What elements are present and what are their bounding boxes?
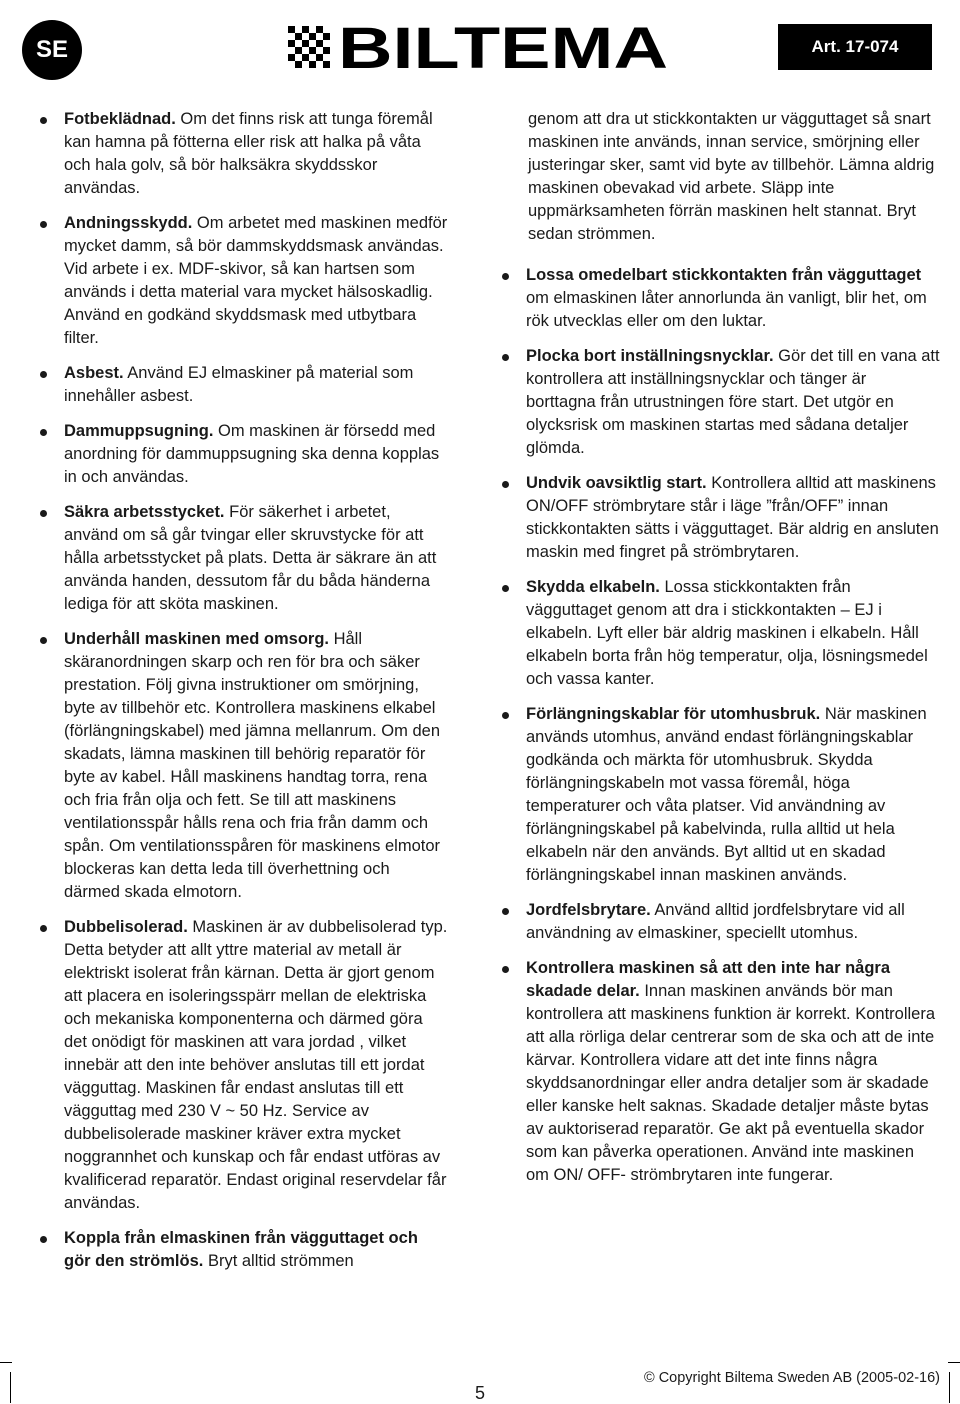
bullet-item bbox=[38, 628, 448, 904]
bullet-item bbox=[500, 576, 940, 691]
bullet-item bbox=[500, 899, 940, 945]
right-bullet-list bbox=[500, 264, 940, 1187]
bullet-item bbox=[38, 362, 448, 408]
bullet-title: Dammuppsugning. bbox=[64, 422, 214, 440]
bullet-text: Maskinen är av dubbelisolerad typ. Detta betyder att allt yttre material av metall är elektriskt isolerat från kärnan. Detta är gjort genom att placera en isoleringsspärr mellan de elektriska och mekaniska komponenterna och därmed göra det onödigt för maskinen att vara jordad , vilket innebär att den inte behöver anslutas till ett jordat vägguttag. Maskinen får endast anslutas till ett vägguttag med 230 V ~ 50 Hz. Service av dubbelisolerade maskiner kräver extra mycket noggrannhet och kunskap och får endast utföras av kvalificerad reparatör. Endast original reservdelar får användas. bbox=[64, 918, 448, 1212]
language-badge: SE bbox=[22, 20, 82, 80]
right-intro-text: genom att dra ut stickkontakten ur vägguttaget så snart maskinen inte används, innan service, smörjning eller justeringar sker, samt vid byte av tillbehör. Lämna aldrig maskinen obevakad vid arbete. Släpp inte uppmärksamheten förrän maskinen helt stannat. Bryt sedan strömmen. bbox=[528, 110, 935, 243]
bullet-text: När maskinen används utomhus, använd endast förlängningskablar godkända och märkta för utomhusbruk. Skydda förlängningskabeln mot vassa föremål, höga temperaturer och våta platser. Vid användning av förlängningskabel på kabelvinda, rulla alltid ut hela elkabeln när den används. Byt alltid ut en skadad förlängningskabel innan maskinen används. bbox=[526, 705, 927, 884]
bullet-item bbox=[500, 264, 940, 333]
crop-mark bbox=[949, 1372, 950, 1403]
bullet-text: Innan maskinen används bör man kontrollera att maskinens funktion är korrekt. Kontrollera att alla rörliga delar centrerar som de ska och att de inte kärvar. Kontrollera vidare att det inte finns några skyddsanordningar eller andra detaljer som är skadade eller kanske helt saknas. Skadade detaljer måste bytas av auktoriserad reparatör. Ge akt på eventuella skador som kan påverka operationen. Använd inte maskinen om ON/ OFF- strömbrytaren inte fungerar. bbox=[526, 982, 936, 1184]
bullet-text: om elmaskinen låter annorlunda än vanligt, blir het, om rök utvecklas eller om den luktar. bbox=[526, 289, 927, 330]
bullet-text: Håll skäranordningen skarp och ren för bra och säker prestation. Följ givna instruktioner om smörjning, byte av tillbehör etc. Kontrollera maskinens elkabel (förlängningskabel) med jämna mellanrum. Om den skadats, lämna maskinen till behörig reparatör för byte av kabel. Håll maskinens handtag torra, rena och fria från olja och fett. Se till att maskinens ventilationsspår hålls rena och fria från damm och spån. Om ventilationsspåren för maskinens elmotor blockeras kan detta leda till överhettning och därmed skada elmotorn. bbox=[64, 630, 441, 901]
bullet-title: Koppla från elmaskinen från vägguttaget och gör den strömlös. bbox=[64, 1229, 418, 1270]
left-column bbox=[38, 108, 448, 1285]
crop-mark bbox=[948, 1362, 960, 1363]
bullet-text: Kontrollera alltid att maskinens ON/OFF strömbrytare står i läge ”från/OFF” innan stickkontakten sätts i vägguttaget. Bär aldrig en ansluten maskin med fingret på strömbrytaren. bbox=[526, 474, 939, 561]
bullet-title: Kontrollera maskinen så att den inte har några skadade delar. bbox=[526, 959, 891, 1000]
bullet-title: Dubbelisolerad. bbox=[64, 918, 188, 936]
bullet-text: Gör det till en vana att kontrollera att inställningsnycklar och tänger är borttagna från utrustningen före start. Det utgör en olycksrisk om maskinen startas med sådana detaljer glömda. bbox=[526, 347, 940, 457]
article-number: Art. 17-074 bbox=[778, 24, 932, 70]
brand-wordmark: BILTEMA bbox=[338, 20, 668, 72]
bullet-text: Använd EJ elmaskiner på material som innehåller asbest. bbox=[64, 364, 414, 405]
bullet-item bbox=[38, 1227, 448, 1273]
bullet-text: Om arbetet med maskinen medför mycket damm, så bör dammskyddsmask användas. Vid arbete i ex. MDF-skivor, så kan hartsen som används i detta material vara mycket hälsoskadlig. Använd en godkänd skyddsmask med utbytbara filter. bbox=[64, 214, 448, 347]
bullet-text: Om det finns risk att tunga föremål kan hamna på fötterna eller risk att halka på våta och hala golv, så bör halksäkra skyddsskor användas. bbox=[64, 110, 433, 197]
bullet-title: Andningsskydd. bbox=[64, 214, 193, 232]
bullet-title: Asbest. bbox=[64, 364, 124, 382]
page-number: 5 bbox=[474, 1383, 485, 1403]
page-header bbox=[0, 0, 960, 96]
bullet-text: Om maskinen är försedd med anordning för dammuppsugning ska denna kopplas in och användas. bbox=[64, 422, 440, 486]
bullet-title: Jordfelsbrytare. bbox=[526, 901, 651, 919]
bullet-item bbox=[38, 212, 448, 350]
bullet-text: Bryt alltid strömmen bbox=[203, 1252, 354, 1270]
bullet-item bbox=[38, 916, 448, 1215]
bullet-item bbox=[500, 345, 940, 460]
bullet-title: Lossa omedelbart stickkontakten från vägguttaget bbox=[526, 266, 922, 284]
bullet-title: Säkra arbetsstycket. bbox=[64, 503, 225, 521]
bullet-title: Fotbeklädnad. bbox=[64, 110, 176, 128]
bullet-text: Använd alltid jordfelsbrytare vid all användning av elmaskiner, speciellt utomhus. bbox=[526, 901, 905, 942]
bullet-item bbox=[500, 703, 940, 887]
bullet-item bbox=[38, 501, 448, 616]
bullet-title: Skydda elkabeln. bbox=[526, 578, 660, 596]
bullet-item bbox=[500, 957, 940, 1187]
copyright-notice: © Copyright Biltema Sweden AB (2005-02-16) bbox=[643, 1370, 940, 1386]
crop-mark bbox=[0, 1362, 12, 1363]
biltema-logo bbox=[288, 20, 673, 72]
right-column bbox=[500, 108, 940, 1199]
bullet-title: Plocka bort inställningsnycklar. bbox=[526, 347, 774, 365]
bullet-item bbox=[38, 108, 448, 200]
bullet-item bbox=[500, 472, 940, 564]
bullet-text: Lossa stickkontakten från vägguttaget genom att dra i stickkontakten – EJ i elkabeln. Lyft eller bär aldrig maskinen i elkabeln. Håll elkabeln borta från hög temperatur, olja, lösningsmedel och vassa kanter. bbox=[526, 578, 928, 688]
bullet-text: För säkerhet i arbetet, använd om så går tvingar eller skruvstycke för att hålla arbetsstycket på plats. Detta är säkrare än att använda handen, dessutom får du båda händerna lediga för att sköta maskinen. bbox=[64, 503, 437, 613]
bullet-title: Förlängningskablar för utomhusbruk. bbox=[526, 705, 821, 723]
bullet-item bbox=[38, 420, 448, 489]
bullet-title: Underhåll maskinen med omsorg. bbox=[64, 630, 329, 648]
left-bullet-list bbox=[38, 108, 448, 1273]
bullet-title: Undvik oavsiktlig start. bbox=[526, 474, 707, 492]
crop-mark bbox=[10, 1372, 11, 1403]
